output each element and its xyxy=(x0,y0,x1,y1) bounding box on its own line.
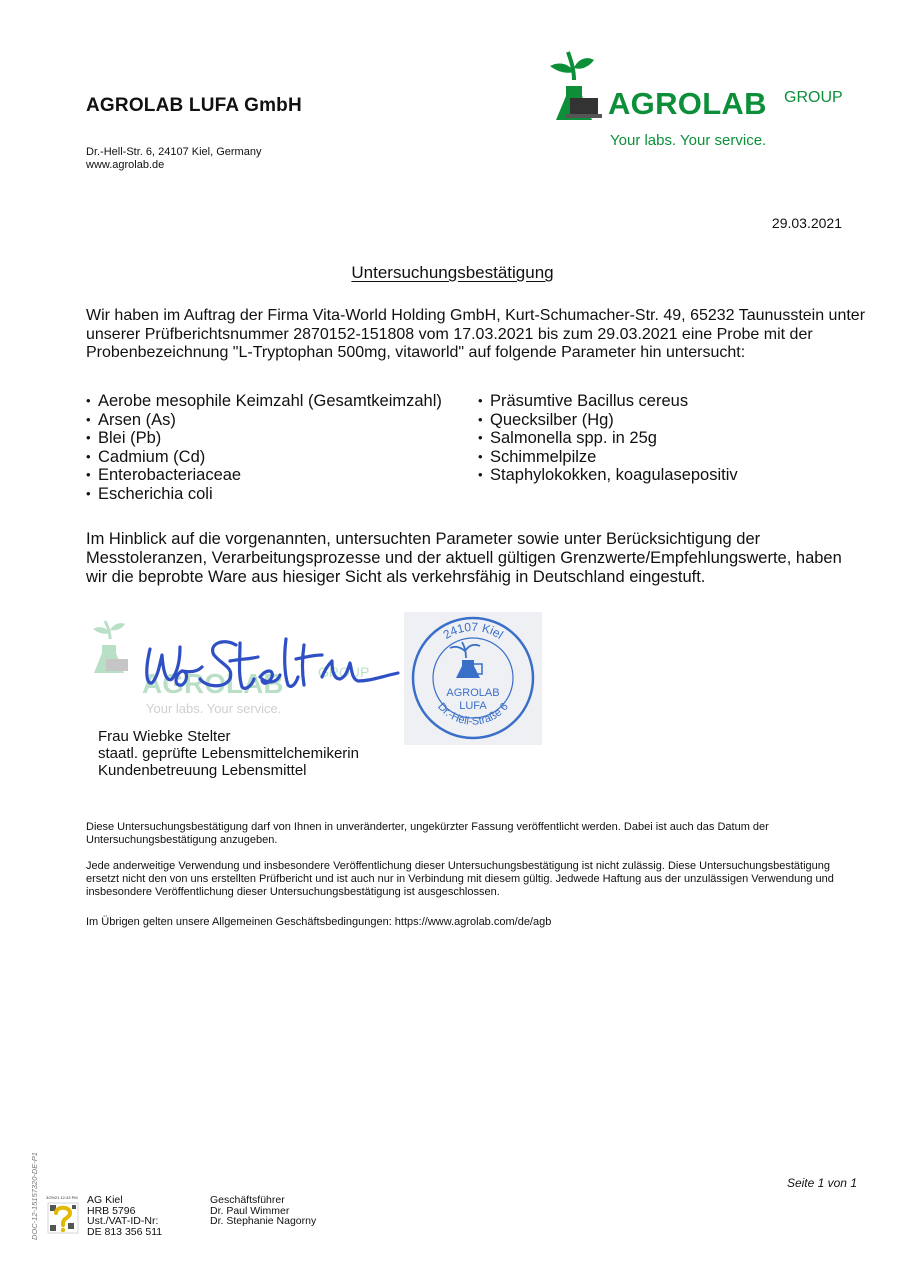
list-item: • Quecksilber (Hg) xyxy=(478,411,738,430)
page-number: Seite 1 von 1 xyxy=(786,1176,857,1190)
title-text: Untersuchungsbestätigung xyxy=(351,263,554,282)
logo-group: GROUP xyxy=(784,89,843,106)
list-item: • Salmonella spp. in 25g xyxy=(478,429,738,448)
qr-timestamp: 3/29/21 12:43 PM xyxy=(46,1195,78,1200)
logo-tagline: Your labs. Your service. xyxy=(610,132,767,149)
list-item: • Präsumtive Bacillus cereus xyxy=(478,392,738,411)
conclusion-paragraph: Im Hinblick auf die vorgenannten, untersuchten Parameter sowie unter Berücksichtigung der Messtoleranzen, Verarbeitungsprozesse und der aktuell gültigen Grenzwerte/Empfehlungswerte, haben wir die beprobte Ware aus hiesiger Sicht als verkehrsfähig in Deutschland eingestuft. xyxy=(86,530,842,586)
logo-wordmark: AGROLAB xyxy=(608,86,767,121)
watermark-tagline: Your labs. Your service. xyxy=(146,701,282,716)
footer-line: Dr. Paul Wimmer xyxy=(210,1204,290,1217)
note-publication: Diese Untersuchungsbestätigung darf von Ihnen in unveränderter, ungekürzter Fassung veröffentlicht werden. Dabei ist auch das Datum der Untersuchungsbestätigung anzugeben. xyxy=(86,821,769,846)
verification-qr-icon xyxy=(46,1193,82,1235)
company-address xyxy=(86,146,261,172)
footer-line: Geschäftsführer xyxy=(210,1194,285,1206)
footer-register xyxy=(87,1195,162,1237)
note-restriction: Jede anderweitige Verwendung und insbesondere Veröffentlichung dieser Untersuchungsbestätigung ist nicht zulässig. Diese Untersuchungsbestätigung ersetzt nicht den von uns erstellten Prüfbericht und ist auch nur in Verbindung mit diesem gültig. Jedwede Haftung aus der unzulässigen Verwendung und insbesondere Veröffentlichung dieser Untersuchungsbestätigung ist ausgeschlossen. xyxy=(86,860,834,898)
company-stamp-icon xyxy=(404,612,542,745)
list-item: • Blei (Pb) xyxy=(86,429,442,448)
note-terms: Im Übrigen gelten unsere Allgemeinen Geschäftsbedingungen: https://www.agrolab.com/de/agb xyxy=(86,916,552,928)
footer-management xyxy=(210,1195,316,1227)
list-item: • Schimmelpilze xyxy=(478,448,738,467)
footer-line: AG Kiel xyxy=(87,1194,123,1206)
list-item: • Escherichia coli xyxy=(86,485,442,504)
signer-block xyxy=(98,728,359,779)
stamp-center-line1: AGROLAB xyxy=(446,687,500,699)
signature-icon xyxy=(90,615,400,720)
signer-name: Frau Wiebke Stelter xyxy=(98,728,231,745)
watermark-group: GROUP xyxy=(318,664,370,680)
website-line: www.agrolab.de xyxy=(86,159,165,171)
document-date: 29.03.2021 xyxy=(771,215,842,231)
list-item: • Cadmium (Cd) xyxy=(86,448,442,467)
document-code xyxy=(28,1150,40,1240)
signer-department: Kundenbetreuung Lebensmittel xyxy=(98,762,307,779)
parameter-list-right xyxy=(478,392,738,485)
parameter-list-left xyxy=(86,392,442,503)
address-line: Dr.-Hell-Str. 6, 24107 Kiel, Germany xyxy=(86,146,262,158)
stamp-top-text: 24107 Kiel xyxy=(440,619,506,642)
watermark-word: AGROLAB xyxy=(142,668,284,699)
company-name: AGROLAB LUFA GmbH xyxy=(86,95,302,116)
footer-line: Ust./VAT-ID-Nr: xyxy=(87,1215,159,1227)
list-item: • Enterobacteriaceae xyxy=(86,466,442,485)
list-item: • Arsen (As) xyxy=(86,411,442,430)
footer-line: Dr. Stephanie Nagorny xyxy=(210,1215,317,1227)
document-title xyxy=(0,263,905,283)
footer-line: HRB 5796 xyxy=(87,1204,136,1217)
list-item: • Staphylokokken, koagulasepositiv xyxy=(478,466,738,485)
stamp-center-line2: LUFA xyxy=(459,700,487,712)
stamp-bottom-text: Dr.-Hell-Straße 6 xyxy=(435,700,511,728)
intro-paragraph: Wir haben im Auftrag der Firma Vita-World Holding GmbH, Kurt-Schumacher-Str. 49, 65232 Taunusstein unter unserer Prüfberichtsnummer 2870152-151808 vom 17.03.2021 bis zum 29.03.2021 eine Probe mit der Probenbezeichnung "L-Tryptophan 500mg, vitaworld" auf folgende Parameter hin untersucht: xyxy=(86,307,866,361)
document-code-text: DOC-12-15157320-DE-P1 xyxy=(30,1152,39,1240)
footer-line: DE 813 356 511 xyxy=(87,1225,163,1238)
list-item: • Aerobe mesophile Keimzahl (Gesamtkeimzahl) xyxy=(86,392,442,411)
signer-title: staatl. geprüfte Lebensmittelchemikerin xyxy=(98,745,359,762)
